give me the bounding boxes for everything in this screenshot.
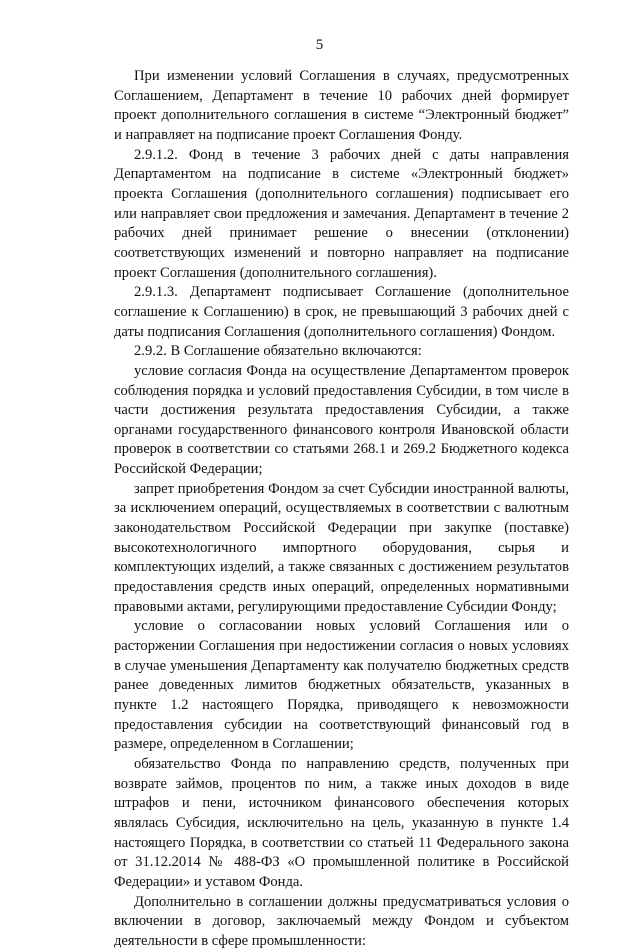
page-number: 5	[315, 37, 324, 53]
paragraph-2-9-1-3: 2.9.1.3. Департамент подписывает Соглашение (дополнительное соглашение к Соглашению) в срок, не превышающий 3 рабочих дней с даты подписания Соглашения (дополнительного соглашения) Фондом.	[114, 284, 569, 340]
paragraph-new-conditions: условие о согласовании новых условий Соглашения или о расторжении Соглашения при недостижении согласия о новых условиях в случае уменьшения Департаменту как получателю бюджетных средств ранее доведенных лимитов бюджетных обязательств, указанных в пункте 1.2 настоящего Порядка, приводящего к невозможности предоставления субсидии на соответствующий финансовый год в размере, определенном в Соглашении;	[114, 618, 569, 753]
paragraph-2-9-1-2: 2.9.1.2. Фонд в течение 3 рабочих дней с даты направления Департаментом на подписание в системе «Электронный бюджет» проекта Соглашения (дополнительного соглашения) подписывает его или направляет свои предложения и замечания. Департамент в течение 2 рабочих дней принимает решение о внесении (отклонении) соответствующих изменений и повторно направляет на подписание проект Соглашения (дополнительного соглашения).	[114, 146, 569, 281]
paragraph-currency-prohibition: запрет приобретения Фондом за счет Субсидии иностранной валюты, за исключением операций, осуществляемых в соответствии с валютным законодательством Российской Федерации при закупке (поставке) высокотехнологичного импортного оборудования, сырья и комплектующих изделий, а также связанных с достижением результатов предоставления средств иных операций, определенных нормативными правовыми актами, регулирующими предоставление Субсидии Фонду;	[114, 480, 569, 615]
paragraph-additional-conditions: Дополнительно в соглашении должны предусматриваться условия о включении в договор, заключаемый между Фондом и субъектом деятельности в сфере промышленности:	[114, 893, 569, 949]
paragraph-amendment-procedure: При изменении условий Соглашения в случаях, предусмотренных Соглашением, Департамент в течение 10 рабочих дней формирует проект дополнительного соглашения в системе “Электронный бюджет” и направляет на подписание проект Соглашения Фонду.	[114, 68, 569, 143]
document-body	[114, 67, 569, 952]
paragraph-inspection-consent: условие согласия Фонда на осуществление Департаментом проверок соблюдения порядка и условий предоставления Субсидии, в том числе в части достижения результата предоставления Субсидии, а также органами государственного финансового контроля Ивановской области проверок в соответствии со статьями 268.1 и 269.2 Бюджетного кодекса Российской Федерации;	[114, 362, 569, 478]
paragraph-2-9-2: 2.9.2. В Соглашение обязательно включаются:	[134, 343, 422, 360]
paragraph-fund-obligation: обязательство Фонда по направлению средств, полученных при возврате займов, процентов по ним, а также иных доходов в виде штрафов и пени, источником финансового обеспечения которых являлась Субсидия, исключительно на цель, указанную в пункте 1.4 настоящего Порядка, в соответствии со статьей 11 Федерального закона от 31.12.2014 № 488-ФЗ «О промышленной политике в Российской Федерации» и уставом Фонда.	[114, 755, 569, 890]
